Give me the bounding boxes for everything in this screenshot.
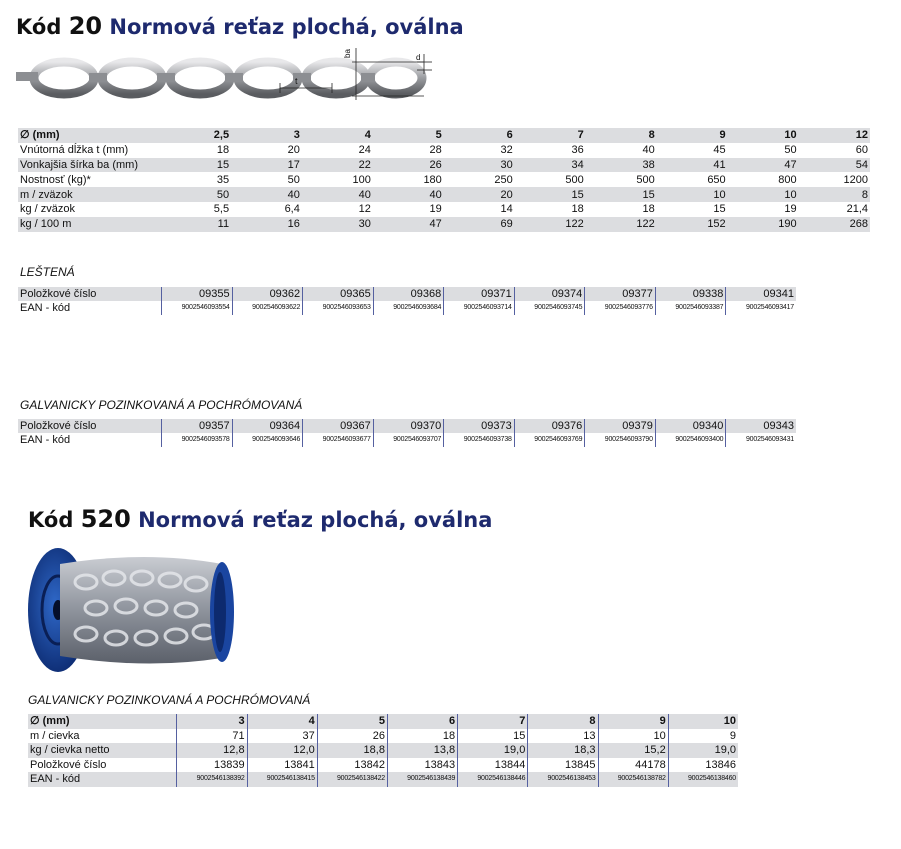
section2-heading <box>28 505 492 533</box>
spec-cell: 15 <box>160 158 231 173</box>
item-number-cell: 09355 <box>162 287 233 301</box>
spec-cell: 40 <box>373 187 444 202</box>
spec-cell: 9002546138782 <box>598 772 668 787</box>
ean-cell: 9002546093790 <box>585 433 656 447</box>
spec-cell: 268 <box>799 217 870 232</box>
spec-table-520 <box>28 714 738 787</box>
spec-cell: 18,8 <box>317 743 387 758</box>
spec-cell: 3 <box>177 714 247 729</box>
spec-cell: 45 <box>713 144 726 157</box>
spec-cell: 8 <box>586 128 657 143</box>
spec-cell: 100 <box>352 173 371 186</box>
spec-cell: 6,4 <box>284 203 300 216</box>
spec-row <box>28 729 738 744</box>
row-label: EAN - kód <box>20 302 71 314</box>
row-label: Vnútorná dĺžka t (mm) <box>20 144 129 157</box>
spec-cell: 54 <box>799 158 870 173</box>
spec-cell: 16 <box>231 217 302 232</box>
spec-cell: 5 <box>317 714 387 729</box>
spec-cell: 10 <box>668 714 738 729</box>
spec-cell: 18 <box>216 144 230 157</box>
spec-cell: 19,0 <box>458 743 528 758</box>
spec-row <box>28 714 738 729</box>
spec-cell: 37 <box>247 729 317 744</box>
spec-cell: 4 <box>247 714 317 729</box>
spec-cell: 9 <box>668 729 738 744</box>
lestena-heading: LEŠTENÁ <box>20 265 75 279</box>
spec-cell: 9002546138439 <box>387 772 457 787</box>
spec-cell: 6 <box>444 128 515 143</box>
ean-cell: 9002546093738 <box>444 433 515 447</box>
diagram-label-d: d <box>416 53 421 62</box>
ean-cell: 9002546093554 <box>162 301 233 315</box>
ean-cell: 9002546093431 <box>726 433 796 447</box>
spec-cell: 26 <box>373 158 444 173</box>
spec-cell: 500 <box>636 173 655 186</box>
spec-cell: 13,8 <box>387 743 457 758</box>
item-number-cell: 09377 <box>585 287 656 301</box>
spec-cell: 41 <box>657 158 728 173</box>
row-label: ∅ (mm) <box>28 714 177 729</box>
spec-row <box>18 187 870 202</box>
row-label: Položkové číslo <box>30 758 107 771</box>
row-label: Vonkajšia šírka ba (mm) <box>18 158 160 173</box>
ean-row <box>18 301 796 315</box>
spec-row <box>18 128 870 143</box>
chain-diagram <box>14 44 446 120</box>
ean-cell: 9002546093707 <box>373 433 444 447</box>
spec-cell: 20 <box>444 187 515 202</box>
spec-row <box>18 143 870 158</box>
ean-cell: 9002546093578 <box>162 433 233 447</box>
spec-cell: 32 <box>500 144 513 157</box>
diagram-label-ba: ba <box>343 49 352 58</box>
spec-cell: 190 <box>728 217 799 232</box>
spec-cell: 13843 <box>387 758 457 773</box>
spec-cell: 50 <box>160 187 231 202</box>
spec-cell: 9002546138446 <box>458 772 528 787</box>
row-label: EAN - kód <box>20 434 71 446</box>
spec-cell: 10 <box>657 187 728 202</box>
spec-cell: 15 <box>515 187 586 202</box>
item-number-cell: 09364 <box>232 419 303 433</box>
spec-cell: 71 <box>177 729 247 744</box>
row-label: m / cievka <box>30 729 80 742</box>
row-label: kg / cievka netto <box>28 743 177 758</box>
spec-cell: 10 <box>728 128 799 143</box>
spec-cell: 800 <box>778 173 797 186</box>
item-number-cell: 09368 <box>373 287 444 301</box>
spec-cell: 22 <box>302 158 373 173</box>
spec-cell: 122 <box>586 217 657 232</box>
spec-cell: 10 <box>598 729 668 744</box>
spec-cell: 10 <box>728 187 799 202</box>
spec-cell: 13841 <box>247 758 317 773</box>
row-label: m / zväzok <box>18 187 160 202</box>
spec-cell: 38 <box>586 158 657 173</box>
spec-cell: 9002546138415 <box>247 772 317 787</box>
ean-cell: 9002546093646 <box>232 433 303 447</box>
item-number-cell: 09373 <box>444 419 515 433</box>
spec-cell: 180 <box>423 173 442 186</box>
spec-cell: 35 <box>216 173 230 186</box>
spec-cell: 14 <box>500 203 513 216</box>
ean-cell: 9002546093776 <box>585 301 656 315</box>
spec-cell: 15,2 <box>598 743 668 758</box>
section1-heading <box>16 12 464 40</box>
row-label: kg / 100 m <box>18 217 160 232</box>
spec-cell: 40 <box>642 144 655 157</box>
kod-number-520: 520 <box>80 505 131 533</box>
spec-cell: 13 <box>528 729 598 744</box>
item-number-cell: 09343 <box>726 419 796 433</box>
spec-cell: 50 <box>287 173 300 186</box>
spec-cell: 17 <box>231 158 302 173</box>
ean-cell: 9002546093387 <box>655 301 726 315</box>
spec-cell: 2,5 <box>160 128 231 143</box>
item-number-cell: 09341 <box>726 287 796 301</box>
ean-cell: 9002546093622 <box>232 301 303 315</box>
spec-cell: 13845 <box>528 758 598 773</box>
ean-row <box>18 433 796 447</box>
ean-cell: 9002546093400 <box>655 433 726 447</box>
spec-cell: 40 <box>231 187 302 202</box>
spec-cell: 6 <box>387 714 457 729</box>
spec-row <box>18 172 870 187</box>
item-number-cell: 09365 <box>303 287 374 301</box>
ean-cell: 9002546093684 <box>373 301 444 315</box>
spec-row <box>18 202 870 217</box>
spec-cell: 12,8 <box>177 743 247 758</box>
item-number-cell: 09340 <box>655 419 726 433</box>
spec-cell: 24 <box>358 144 371 157</box>
row-label: Položkové číslo <box>18 287 162 301</box>
spec-cell: 12,0 <box>247 743 317 758</box>
ean-cell: 9002546093745 <box>514 301 585 315</box>
spec-cell: 12 <box>358 203 371 216</box>
spec-cell: 47 <box>728 158 799 173</box>
spec-cell: 9002546138422 <box>317 772 387 787</box>
spec-row <box>18 217 870 232</box>
spec-cell: 5 <box>373 128 444 143</box>
ean-cell: 9002546093677 <box>303 433 374 447</box>
spec-cell: 3 <box>231 128 302 143</box>
item-number-cell: 09376 <box>514 419 585 433</box>
spec-cell: 7 <box>458 714 528 729</box>
row-label: kg / zväzok <box>20 203 76 216</box>
item-number-cell: 09379 <box>585 419 656 433</box>
spec-cell: 7 <box>515 128 586 143</box>
spec-cell: 9 <box>598 714 668 729</box>
spec-row <box>18 158 870 173</box>
item-number-cell: 09362 <box>232 287 303 301</box>
item-number-row <box>18 287 796 301</box>
spec-cell: 21,4 <box>846 203 868 216</box>
spec-cell: 13844 <box>458 758 528 773</box>
row-label: ∅ (mm) <box>18 128 160 143</box>
spec-cell: 8 <box>528 714 598 729</box>
galv-heading-520: GALVANICKY POZINKOVANÁ A POCHRÓMOVANÁ <box>28 693 311 707</box>
spec-cell: 18 <box>642 203 655 216</box>
spec-cell: 13846 <box>668 758 738 773</box>
spec-cell: 13842 <box>317 758 387 773</box>
item-number-cell: 09357 <box>162 419 233 433</box>
spec-cell: 5,5 <box>213 203 230 216</box>
spec-cell: 19 <box>784 203 797 216</box>
item-number-cell: 09338 <box>655 287 726 301</box>
product-title-520: Normová reťaz plochá, oválna <box>138 508 493 532</box>
item-number-cell: 09371 <box>444 287 515 301</box>
spec-cell: 650 <box>707 173 726 186</box>
spec-cell: 40 <box>302 187 373 202</box>
spec-cell: 11 <box>160 217 231 232</box>
ean-cell: 9002546093417 <box>726 301 796 315</box>
spec-cell: 18 <box>387 729 457 744</box>
spec-cell: 44178 <box>598 758 668 773</box>
ean-cell: 9002546093714 <box>444 301 515 315</box>
spec-cell: 1200 <box>843 173 868 186</box>
spec-cell: 20 <box>287 144 300 157</box>
spec-table-20 <box>18 128 870 232</box>
chain-reel-image <box>26 542 238 676</box>
galv-heading-20: GALVANICKY POZINKOVANÁ A POCHRÓMOVANÁ <box>20 398 303 412</box>
spec-cell: 4 <box>302 128 373 143</box>
spec-cell: 15 <box>713 203 726 216</box>
spec-cell: 36 <box>571 144 584 157</box>
spec-cell: 8 <box>799 187 870 202</box>
spec-cell: 34 <box>515 158 586 173</box>
spec-cell: 12 <box>799 128 870 143</box>
ean-cell: 9002546093653 <box>303 301 374 315</box>
row-label: Položkové číslo <box>18 419 162 433</box>
ean-cell: 9002546093769 <box>514 433 585 447</box>
spec-cell: 9002546138392 <box>177 772 247 787</box>
diagram-label-t: t <box>295 76 298 86</box>
spec-cell: 69 <box>444 217 515 232</box>
spec-cell: 122 <box>515 217 586 232</box>
spec-cell: 9002546138453 <box>528 772 598 787</box>
spec-row <box>28 743 738 758</box>
item-number-cell: 09367 <box>303 419 374 433</box>
spec-cell: 28 <box>429 144 442 157</box>
item-number-cell: 09374 <box>514 287 585 301</box>
spec-row <box>28 772 738 787</box>
spec-row <box>28 758 738 773</box>
spec-cell: 19,0 <box>668 743 738 758</box>
row-label: Nostnosť (kg)* <box>20 173 91 186</box>
spec-cell: 152 <box>657 217 728 232</box>
spec-cell: 250 <box>494 173 513 186</box>
spec-cell: 9002546138460 <box>668 772 738 787</box>
spec-cell: 47 <box>373 217 444 232</box>
spec-cell: 18 <box>571 203 584 216</box>
spec-cell: 15 <box>586 187 657 202</box>
lestena-table <box>18 287 796 315</box>
spec-cell: 19 <box>429 203 442 216</box>
galv-table-20 <box>18 419 796 447</box>
kod-number: 20 <box>68 12 103 40</box>
spec-cell: 60 <box>855 144 868 157</box>
spec-cell: 13839 <box>177 758 247 773</box>
spec-cell: 15 <box>458 729 528 744</box>
spec-cell: 18,3 <box>528 743 598 758</box>
item-number-row <box>18 419 796 433</box>
kod-label: Kód <box>16 15 62 39</box>
spec-cell: 9 <box>657 128 728 143</box>
kod-label-520: Kód <box>28 508 74 532</box>
spec-cell: 30 <box>444 158 515 173</box>
spec-cell: 26 <box>317 729 387 744</box>
spec-cell: 50 <box>784 144 797 157</box>
item-number-cell: 09370 <box>373 419 444 433</box>
spec-cell: 30 <box>302 217 373 232</box>
spec-cell: 500 <box>565 173 584 186</box>
row-label: EAN - kód <box>28 772 177 787</box>
product-title: Normová reťaz plochá, oválna <box>109 15 464 39</box>
